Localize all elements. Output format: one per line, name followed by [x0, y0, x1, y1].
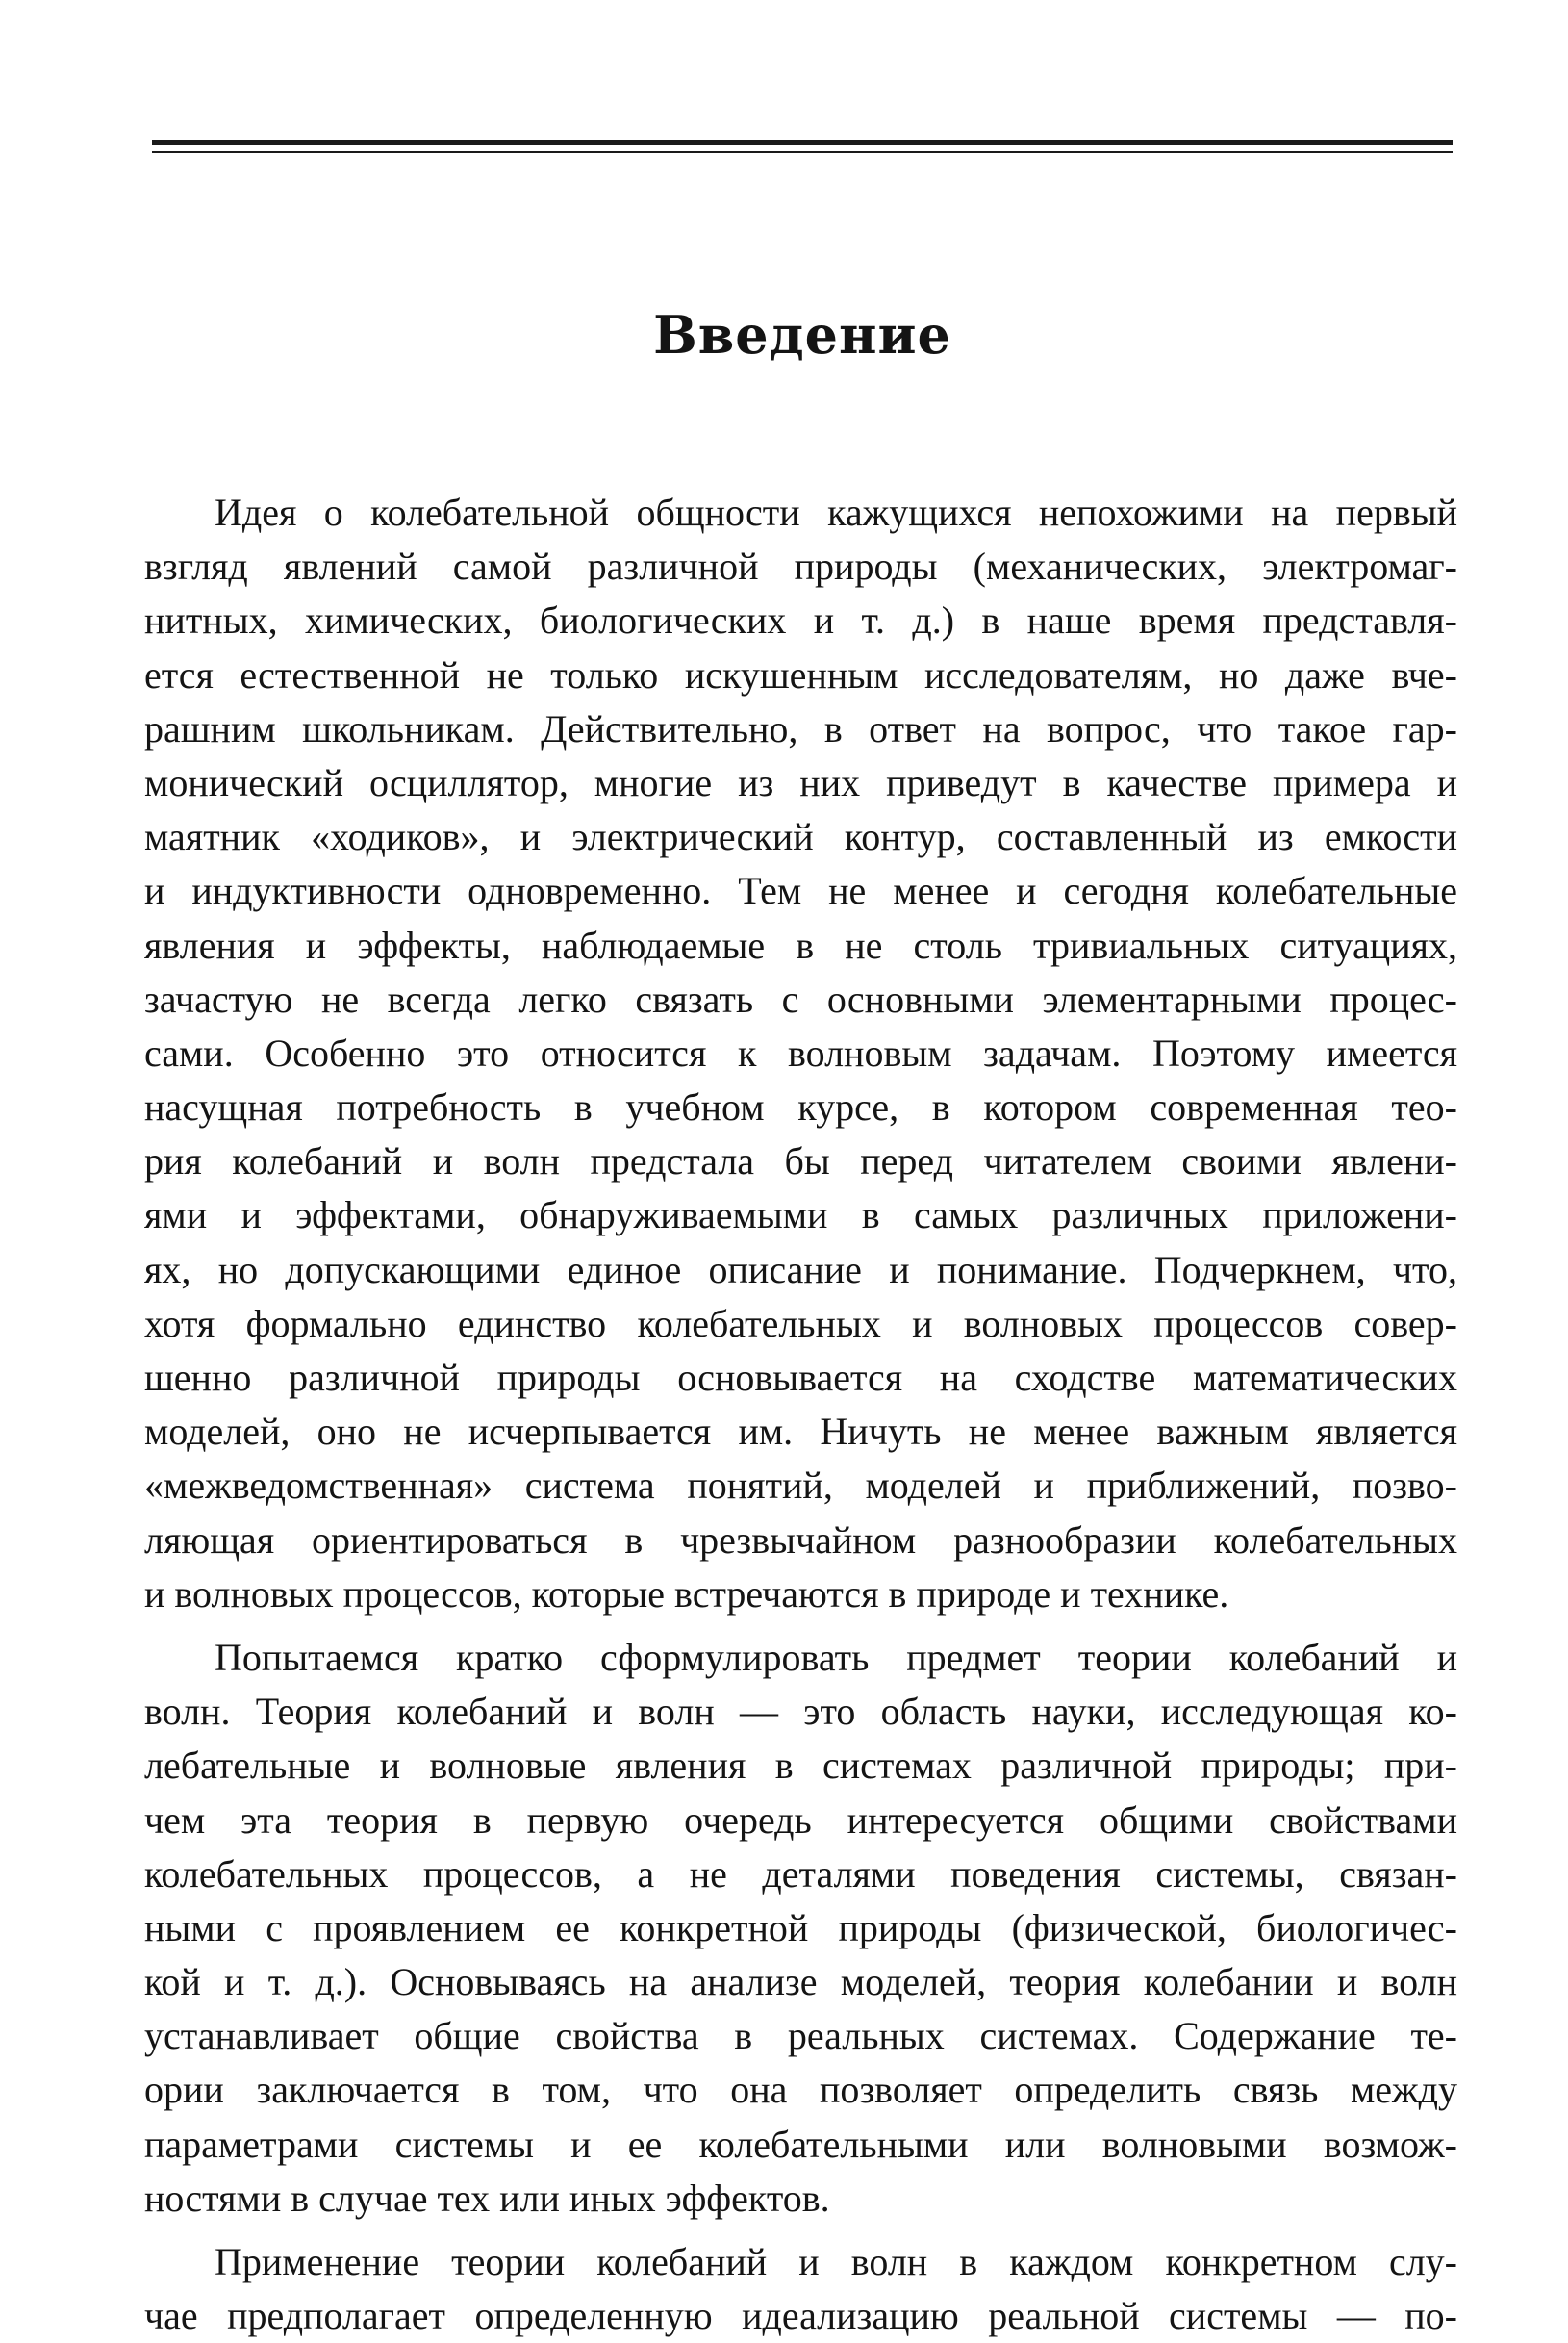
text-line: насущная потребность в учебном курсе, в котором современная тео- — [144, 1085, 1457, 1130]
text-line: и волновых процессов, которые встречаются в природе и технике. — [144, 1571, 1229, 1616]
text-line: Применение теории колебаний и волн в каждом конкретном слу- — [215, 2240, 1457, 2283]
text-line: рия колебаний и волн предстала бы перед читателем своими явлени- — [144, 1139, 1457, 1184]
text-line: шенно различной природы основывается на сходстве математических — [144, 1356, 1457, 1399]
text-line: нитных, химических, биологических и т. д.) в наше время представля- — [144, 598, 1457, 643]
paragraph-gap — [144, 2226, 1457, 2235]
chapter-title: Введение — [653, 304, 951, 366]
text-line: лебательные и волновые явления в системах различной природы; при- — [144, 1744, 1457, 1788]
text-line: волн. Теория колебаний и волн — это область науки, исследующая ко- — [144, 1690, 1457, 1734]
text-line: ется естественной не только искушенным исследователям, но даже вче- — [144, 652, 1457, 697]
paragraph-gap — [144, 1621, 1457, 1631]
text-line: ями и эффектами, обнаруживаемыми в самых различных приложени- — [144, 1193, 1457, 1237]
paragraph-2 — [144, 1631, 1457, 2226]
header-rule — [152, 140, 1453, 153]
header-rule-thin — [152, 151, 1453, 153]
text-line: чае предполагает определенную идеализацию реальной системы — по- — [144, 2294, 1457, 2338]
text-line: параметрами системы и ее колебательными или волновыми возмож- — [144, 2122, 1457, 2166]
paragraph-3 — [144, 2235, 1457, 2343]
text-line: кой и т. д.). Основываясь на анализе моделей, теория колебании и волн — [144, 1960, 1457, 2004]
text-line: ными с проявлением ее конкретной природы (физической, биологичес- — [144, 1905, 1457, 1949]
text-line: моделей, оно не исчерпывается им. Ничуть не менее важным является — [144, 1410, 1457, 1454]
text-line: ории заключается в том, что она позволяет определить связь между — [144, 2068, 1457, 2112]
paragraph-1 — [144, 486, 1457, 1621]
text-line: взгляд явлений самой различной природы (механических, электромаг- — [144, 545, 1457, 589]
text-line: сами. Особенно это относится к волновым задачам. Поэтому имеется — [144, 1031, 1457, 1075]
text-line: маятник «ходиков», и электрический контур, составленный из емкости — [144, 815, 1457, 859]
text-line: ляющая ориентироваться в чрезвычайном разнообразии колебательных — [144, 1517, 1457, 1562]
text-line: «межведомственная» система понятий, моделей и приближений, позво- — [144, 1464, 1457, 1508]
text-line: ностями в случае тех или иных эффектов. — [144, 2176, 830, 2220]
text-line: ях, но допускающими единое описание и понимание. Подчеркнем, что, — [144, 1247, 1457, 1291]
text-line: зачастую не всегда легко связать с основными элементарными процес- — [144, 977, 1457, 1021]
text-line: колебательных процессов, а не деталями поведения системы, связан- — [144, 1851, 1457, 1896]
text-line: Попытаемся кратко сформулировать предмет теории колебаний и — [215, 1635, 1457, 1679]
text-line: Идея о колебательной общности кажущихся непохожими на первый — [215, 491, 1457, 534]
text-line: хотя формально единство колебательных и волновых процессов совер- — [144, 1301, 1457, 1345]
header-rule-thick — [152, 140, 1453, 145]
text-line: и индуктивности одновременно. Тем не менее и сегодня колебательные — [144, 869, 1457, 913]
body-text — [144, 486, 1457, 2343]
text-line: монический осциллятор, многие из них приведут в качестве примера и — [144, 760, 1457, 804]
text-line: чем эта теория в первую очередь интересуется общими свойствами — [144, 1797, 1457, 1842]
text-line: явления и эффекты, наблюдаемые в не столь тривиальных ситуациях, — [144, 923, 1457, 967]
text-line: рашним школьникам. Действительно, в ответ на вопрос, что такое гар- — [144, 706, 1457, 751]
text-line: устанавливает общие свойства в реальных системах. Содержание те- — [144, 2014, 1457, 2058]
